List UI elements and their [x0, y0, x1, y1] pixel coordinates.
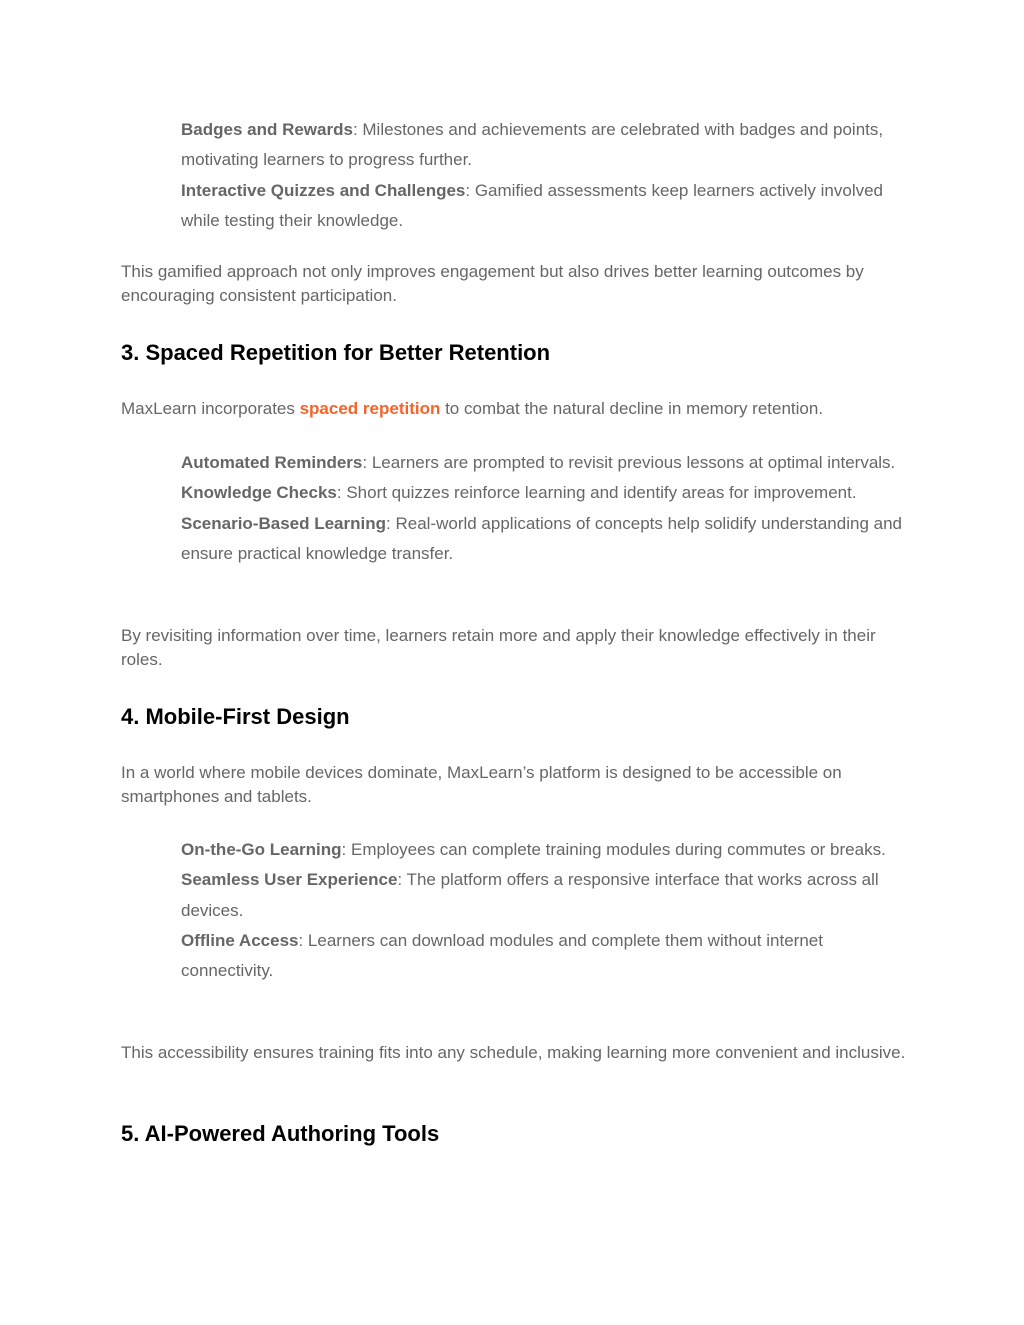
- mobile-feature-list: [181, 835, 911, 986]
- list-item: [181, 115, 911, 176]
- section4-intro: [121, 761, 911, 808]
- feature-term: Automated Reminders: [181, 453, 363, 472]
- list-item: [181, 478, 911, 508]
- feature-term: Offline Access: [181, 930, 299, 950]
- section-heading-mobile-first: 4. Mobile-First Design: [121, 704, 350, 729]
- list-item: [181, 176, 911, 237]
- intro-text: MaxLearn incorporates: [121, 399, 300, 418]
- list-item: [181, 926, 911, 987]
- paragraph: By revisiting information over time, learners retain more and apply their knowledge effectively in their roles.: [121, 626, 876, 669]
- list-item: [181, 509, 911, 570]
- section4-summary: [121, 1041, 911, 1065]
- feature-term: Seamless User Experience: [181, 870, 398, 890]
- feature-description: : Gamified assessments keep learners actively involved while testing their knowledge.: [181, 180, 884, 230]
- spaced-repetition-feature-list: [181, 448, 911, 569]
- paragraph: In a world where mobile devices dominate, MaxLearn’s platform is designed to be accessible on smartphones and tablets.: [121, 763, 842, 806]
- paragraph: This gamified approach not only improves engagement but also drives better learning outcomes by encouraging consistent participation.: [121, 262, 864, 305]
- list-item: [181, 865, 911, 926]
- section3-summary: [121, 624, 911, 671]
- paragraph: [121, 397, 911, 421]
- feature-term: Scenario-Based Learning: [181, 513, 387, 533]
- paragraph: This accessibility ensures training fits into any schedule, making learning more convenient and inclusive.: [121, 1043, 906, 1062]
- feature-term: Badges and Rewards: [181, 120, 353, 139]
- intro-text: to combat the natural decline in memory retention.: [440, 399, 824, 418]
- feature-description: : Employees can complete training modules during commutes or breaks.: [341, 840, 886, 859]
- gamification-feature-list: [181, 115, 911, 236]
- feature-description: : Real-world applications of concepts help solidify understanding and ensure practical knowledge transfer.: [181, 513, 902, 563]
- feature-description: : Learners are prompted to revisit previous lessons at optimal intervals.: [362, 453, 896, 472]
- feature-term: On-the-Go Learning: [181, 840, 342, 859]
- feature-description: : Short quizzes reinforce learning and identify areas for improvement.: [336, 483, 857, 503]
- feature-description: : Learners can download modules and complete them without internet connectivity.: [181, 930, 823, 981]
- section-heading-spaced-repetition: 3. Spaced Repetition for Better Retention: [121, 340, 551, 365]
- spaced-repetition-link[interactable]: spaced repetition: [299, 399, 441, 418]
- section3-intro: [121, 397, 911, 421]
- section-heading-ai-authoring: 5. AI-Powered Authoring Tools: [121, 1121, 440, 1146]
- feature-term: Interactive Quizzes and Challenges: [181, 180, 466, 200]
- gamification-summary: [121, 260, 911, 307]
- list-item: [181, 835, 911, 865]
- feature-term: Knowledge Checks: [181, 483, 337, 503]
- list-item: [181, 448, 911, 478]
- feature-description: : Milestones and achievements are celebrated with badges and points, motivating learners to progress further.: [181, 120, 884, 170]
- feature-description: : The platform offers a responsive interface that works across all devices.: [181, 870, 879, 920]
